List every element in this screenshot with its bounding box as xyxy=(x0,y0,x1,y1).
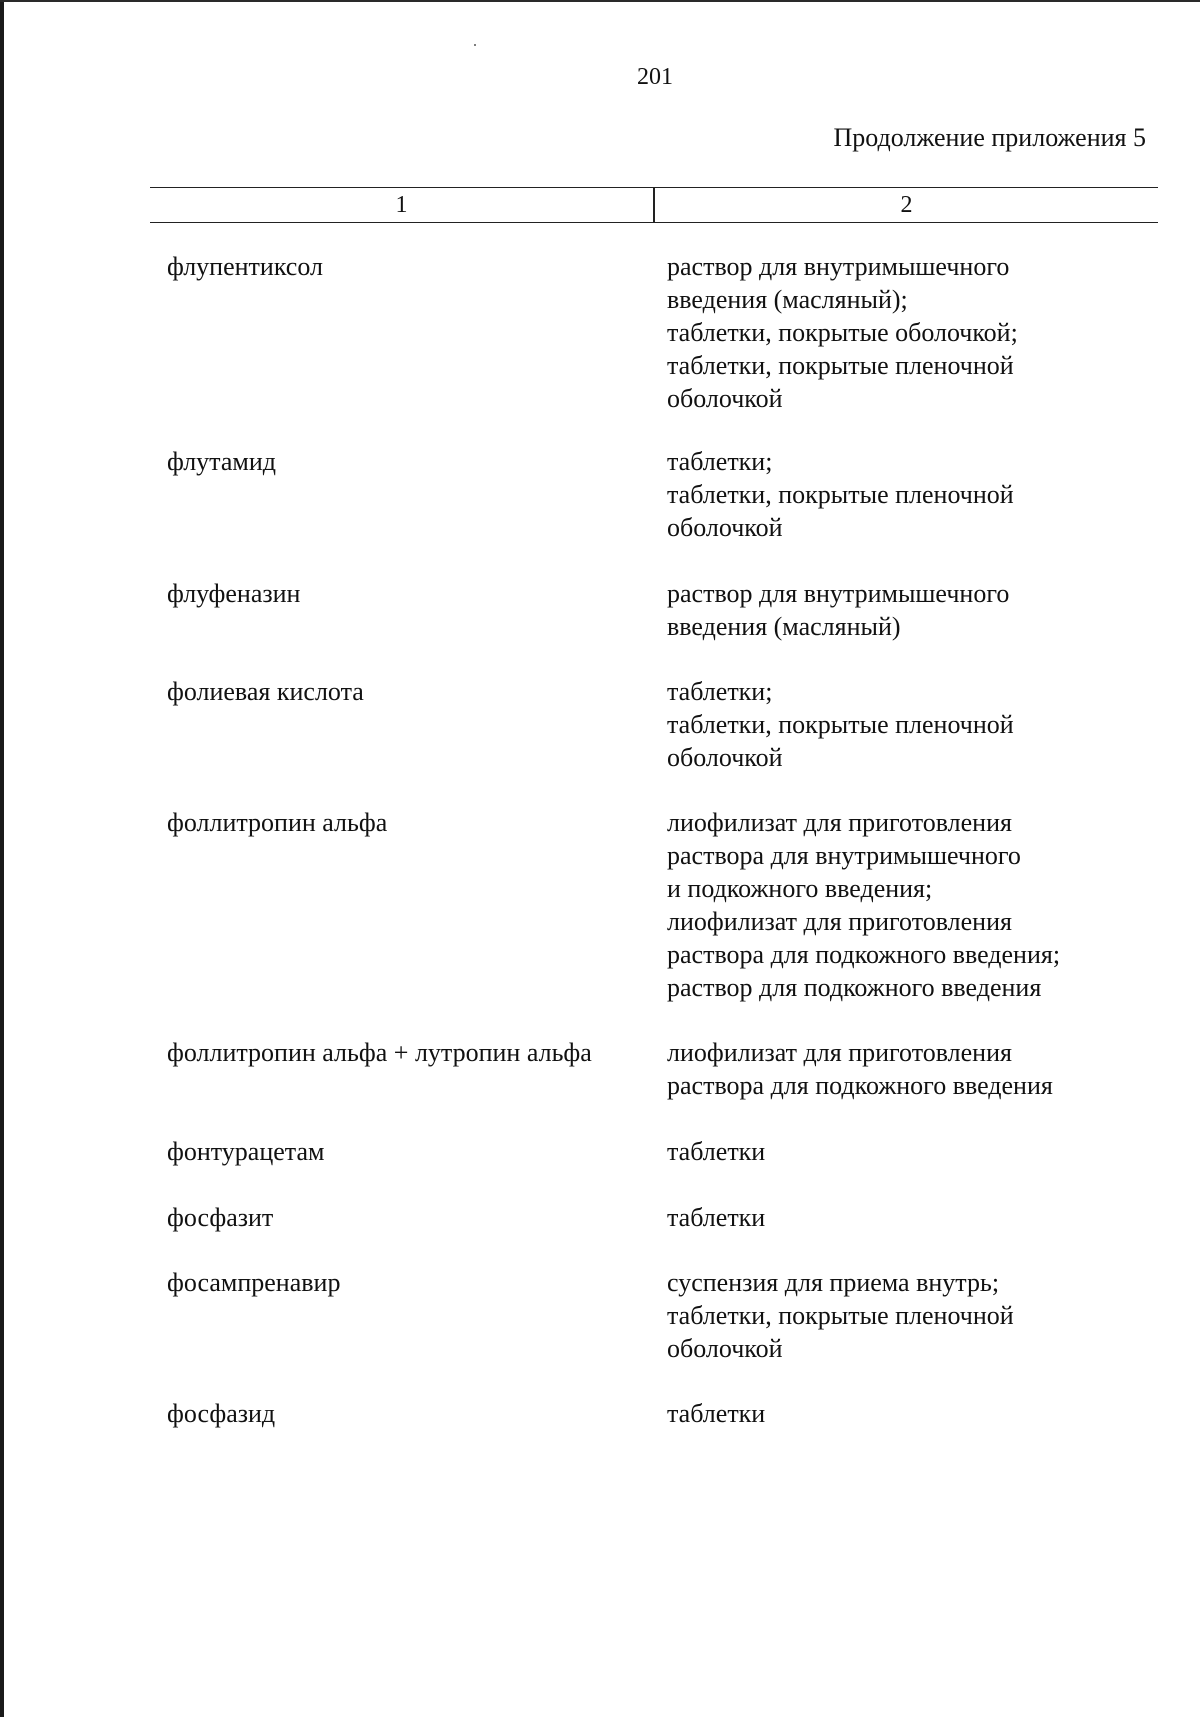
dosage-forms xyxy=(667,1397,1167,1430)
dosage-form-line: таблетки, покрытые оболочкой; xyxy=(667,318,1018,347)
dosage-form-line: раствор для внутримышечного xyxy=(667,252,1010,281)
dosage-form-line: введения (масляный); xyxy=(667,285,908,314)
dosage-form-line: таблетки, покрытые пленочной xyxy=(667,1301,1014,1330)
dosage-forms xyxy=(667,250,1167,415)
dosage-form-line: и подкожного введения; xyxy=(667,874,933,903)
dosage-form-line: таблетки xyxy=(667,1203,766,1232)
drug-name: флутамид xyxy=(167,447,276,476)
dosage-form-line: таблетки xyxy=(667,1137,766,1166)
dosage-form-line: оболочкой xyxy=(667,384,783,413)
drug-name: фосфазит xyxy=(167,1203,274,1232)
dosage-form-line: таблетки; xyxy=(667,447,773,476)
drug-name: фоллитропин альфа + лутропин альфа xyxy=(167,1038,592,1067)
dosage-form-line: раствор для внутримышечного xyxy=(667,579,1010,608)
dosage-form-line: раствора для внутримышечного xyxy=(667,841,1021,870)
dosage-form-line: суспензия для приема внутрь; xyxy=(667,1268,1000,1297)
drug-name: флуфеназин xyxy=(167,579,301,608)
scan-speck xyxy=(474,44,476,46)
dosage-forms xyxy=(667,1036,1167,1102)
drug-name: фолиевая кислота xyxy=(167,677,364,706)
drug-name: фосфазид xyxy=(167,1399,276,1428)
dosage-forms xyxy=(667,445,1167,544)
drug-name: фонтурацетам xyxy=(167,1137,325,1166)
dosage-forms xyxy=(667,675,1167,774)
dosage-forms xyxy=(667,1201,1167,1234)
dosage-form-line: введения (масляный) xyxy=(667,612,901,641)
table-header xyxy=(150,187,1158,223)
dosage-form-line: раствора для подкожного введения xyxy=(667,1071,1053,1100)
dosage-forms xyxy=(667,577,1167,643)
dosage-form-line: оболочкой xyxy=(667,513,783,542)
page-number: 201 xyxy=(637,64,673,90)
appendix-continuation-note: Продолжение приложения 5 xyxy=(833,123,1146,152)
dosage-form-line: таблетки, покрытые пленочной xyxy=(667,351,1014,380)
dosage-form-line: раствор для подкожного введения xyxy=(667,973,1042,1002)
drug-name: фосампренавир xyxy=(167,1268,341,1297)
column-header-1: 1 xyxy=(395,192,408,218)
column-header-2: 2 xyxy=(900,192,913,218)
dosage-form-line: оболочкой xyxy=(667,1334,783,1363)
dosage-form-line: таблетки, покрытые пленочной xyxy=(667,480,1014,509)
dosage-form-line: раствора для подкожного введения; xyxy=(667,940,1061,969)
dosage-forms xyxy=(667,1266,1167,1365)
dosage-forms xyxy=(667,1135,1167,1168)
dosage-forms xyxy=(667,806,1167,1004)
drug-name: фоллитропин альфа xyxy=(167,808,388,837)
drug-name: флупентиксол xyxy=(167,252,323,281)
dosage-form-line: лиофилизат для приготовления xyxy=(667,1038,1012,1067)
dosage-form-line: таблетки xyxy=(667,1399,766,1428)
dosage-form-line: таблетки, покрытые пленочной xyxy=(667,710,1014,739)
dosage-form-line: оболочкой xyxy=(667,743,783,772)
scan-edge-top xyxy=(0,0,1200,2)
dosage-form-line: таблетки; xyxy=(667,677,773,706)
dosage-form-line: лиофилизат для приготовления xyxy=(667,808,1012,837)
scan-edge-left xyxy=(0,0,4,1717)
dosage-form-line: лиофилизат для приготовления xyxy=(667,907,1012,936)
